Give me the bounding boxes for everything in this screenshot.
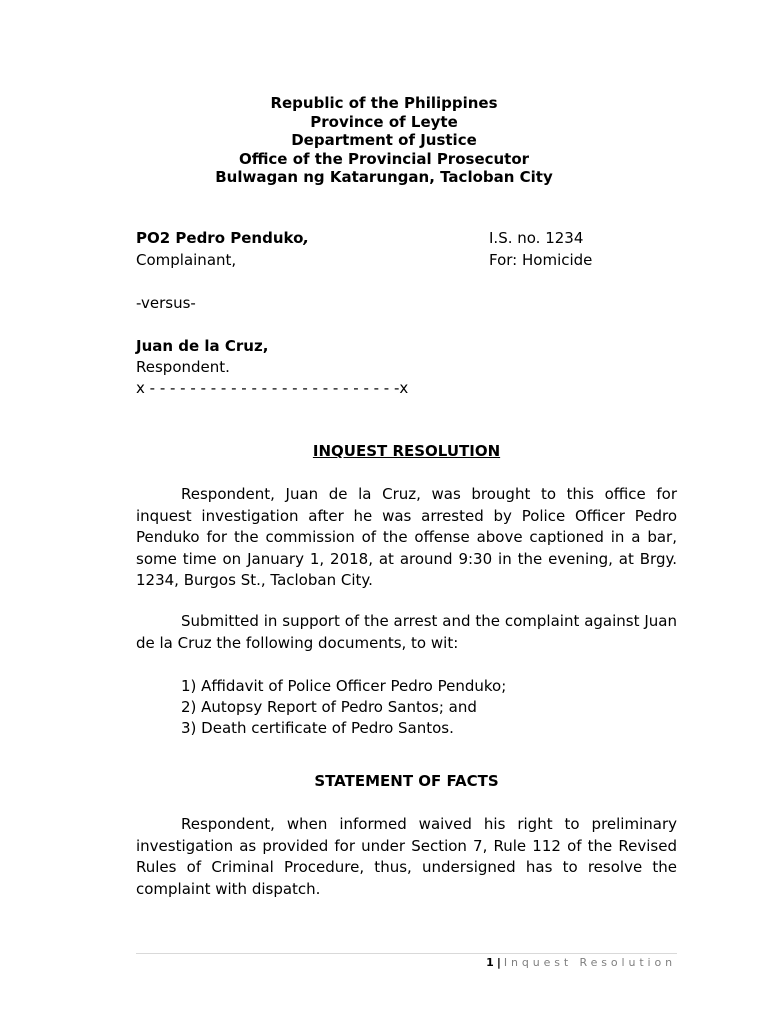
versus-label: -versus- bbox=[136, 294, 196, 312]
documents-list bbox=[181, 676, 506, 739]
footer-label: Inquest Resolution bbox=[503, 956, 676, 969]
list-item: 1) Affidavit of Police Officer Pedro Penduko; bbox=[181, 677, 507, 695]
complainant-name: PO2 Pedro Penduko, bbox=[136, 229, 310, 247]
respondent-role: Respondent. bbox=[136, 358, 230, 376]
paragraph-arrest: Respondent, Juan de la Cruz, was brought to this office for inquest investigation after he was arrested by Police Officer Pedro Penduko for the commission of the offense above captioned in a bar, some time on January 1, 2018, at around 9:30 in the evening, at Brgy. 1234, Burgos St., Tacloban City. bbox=[136, 485, 677, 590]
complainant-role: Complainant, bbox=[136, 251, 237, 269]
list-item: 2) Autopsy Report of Pedro Santos; and bbox=[181, 698, 477, 716]
paragraph-facts: Respondent, when informed waived his right to preliminary investigation as provided for under Section 7, Rule 112 of the Revised Rules of Criminal Procedure, thus, undersigned has to resolve the complaint with dispatch. bbox=[136, 815, 677, 898]
header-republic: Republic of the Philippines bbox=[270, 94, 498, 112]
page-footer bbox=[486, 956, 676, 970]
case-number: I.S. no. 1234 bbox=[489, 229, 584, 247]
footer-divider bbox=[136, 953, 677, 954]
page-number: 1 bbox=[486, 956, 494, 969]
header-office: Office of the Provincial Prosecutor bbox=[238, 149, 530, 168]
facts-heading: STATEMENT OF FACTS bbox=[314, 772, 499, 790]
header-address: Bulwagan ng Katarungan, Tacloban City bbox=[215, 168, 553, 187]
header-province: Province of Leyte bbox=[310, 112, 458, 131]
list-item: 3) Death certificate of Pedro Santos. bbox=[181, 719, 454, 737]
document-header bbox=[0, 94, 768, 187]
header-department: Department of Justice bbox=[291, 131, 477, 150]
case-offense: For: Homicide bbox=[489, 251, 593, 269]
caption-divider: x - - - - - - - - - - - - - - - - - - - - - - - - -x bbox=[136, 379, 409, 397]
respondent-name: Juan de la Cruz, bbox=[136, 337, 269, 355]
resolution-title: INQUEST RESOLUTION bbox=[312, 442, 501, 460]
paragraph-documents: Submitted in support of the arrest and the complaint against Juan de la Cruz the following documents, to wit: bbox=[136, 612, 677, 652]
footer-separator: | bbox=[496, 956, 501, 969]
